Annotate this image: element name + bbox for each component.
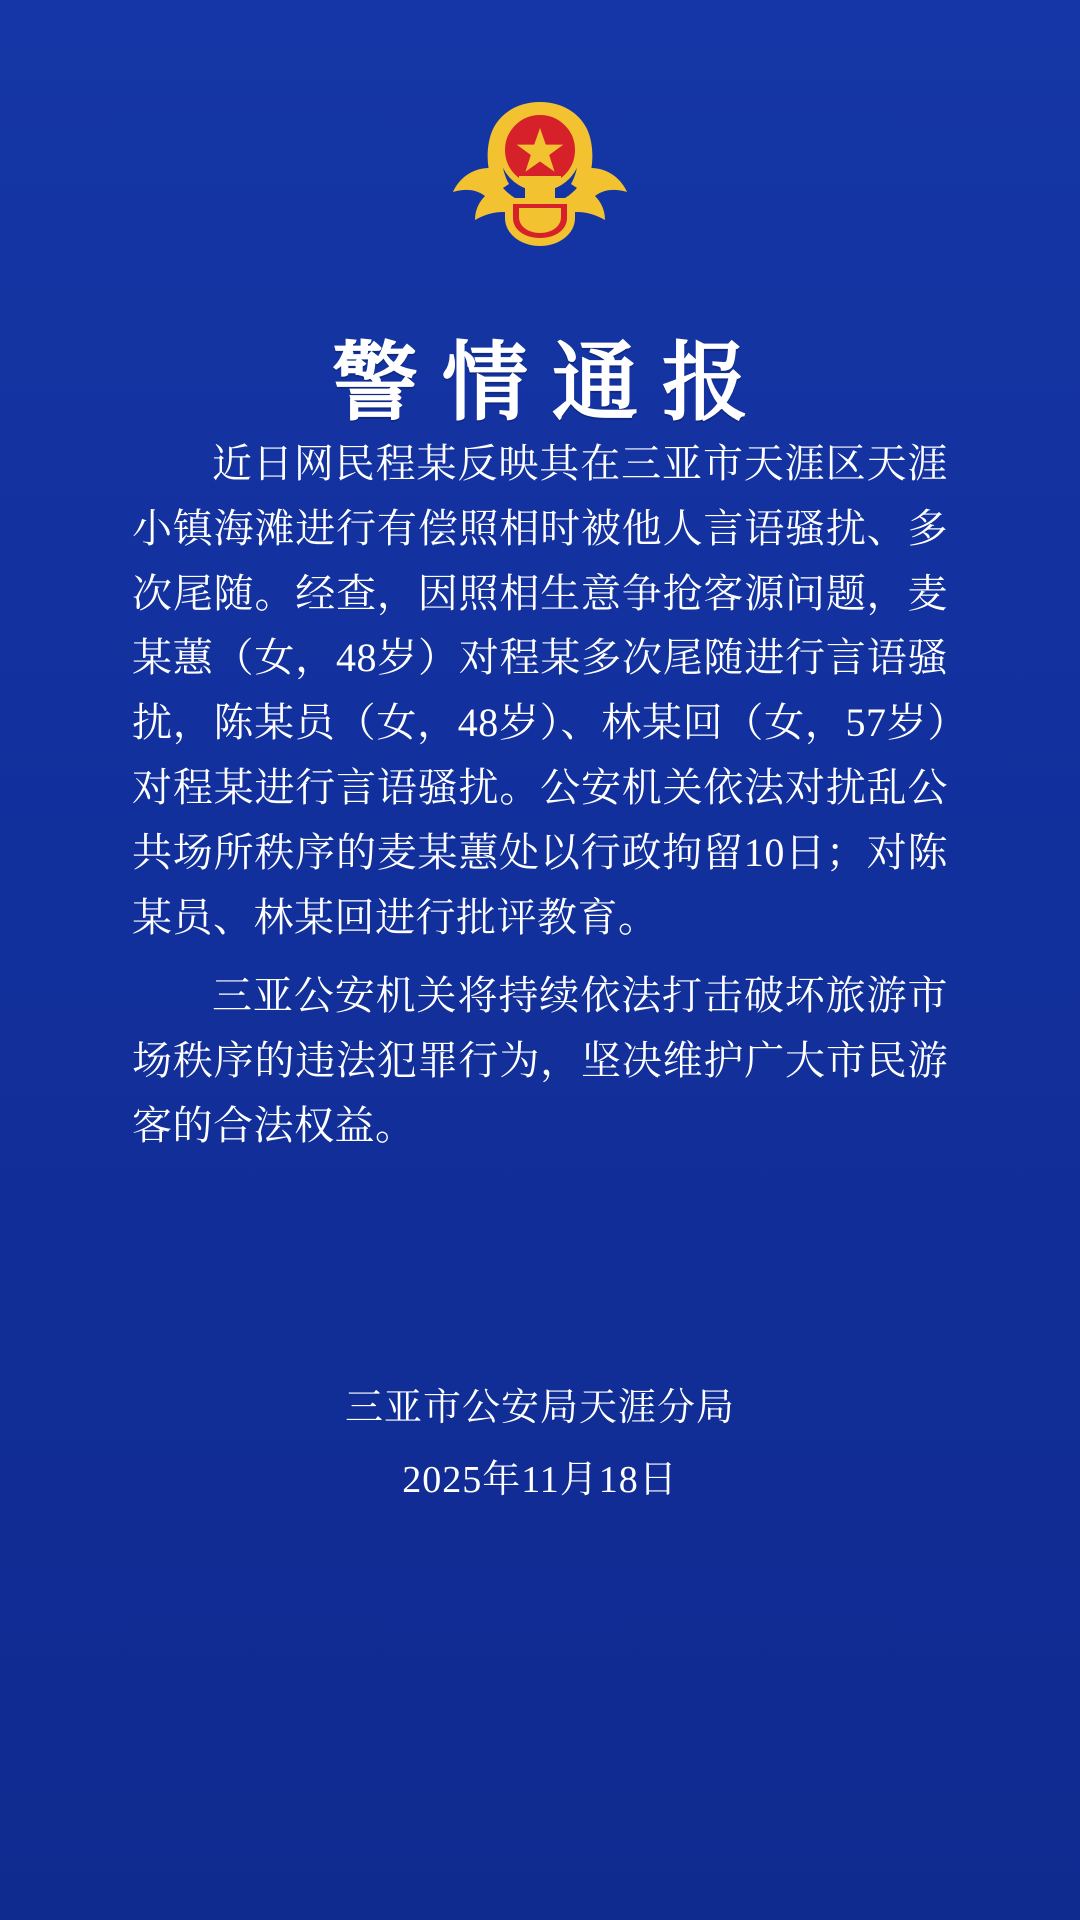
emblem-container [0, 72, 1080, 252]
notice-paragraph-2: 三亚公安机关将持续依法打击破坏旅游市场秩序的违法犯罪行为，坚决维护广大市民游客的合法权益。 [132, 973, 948, 1148]
page-title: 警情通报 [332, 334, 772, 431]
signature-date: 2025年11月18日 [402, 1459, 678, 1501]
signature-organization: 三亚市公安局天涯分局 [344, 1387, 735, 1429]
china-police-emblem-icon [445, 72, 635, 252]
notice-body [132, 432, 948, 1173]
notice-paragraph-1: 近日网民程某反映其在三亚市天涯区天涯小镇海滩进行有偿照相时被他人言语骚扰、多次尾随。经查，因照相生意争抢客源问题，麦某蕙（女，48岁）对程某多次尾随进行言语骚扰，陈某员（女，48岁）、林某回（女，57岁）对程某进行言语骚扰。公安机关依法对扰乱公共场所秩序的麦某蕙处以行政拘留10日；对陈某员、林某回进行批评教育。 [132, 441, 948, 940]
